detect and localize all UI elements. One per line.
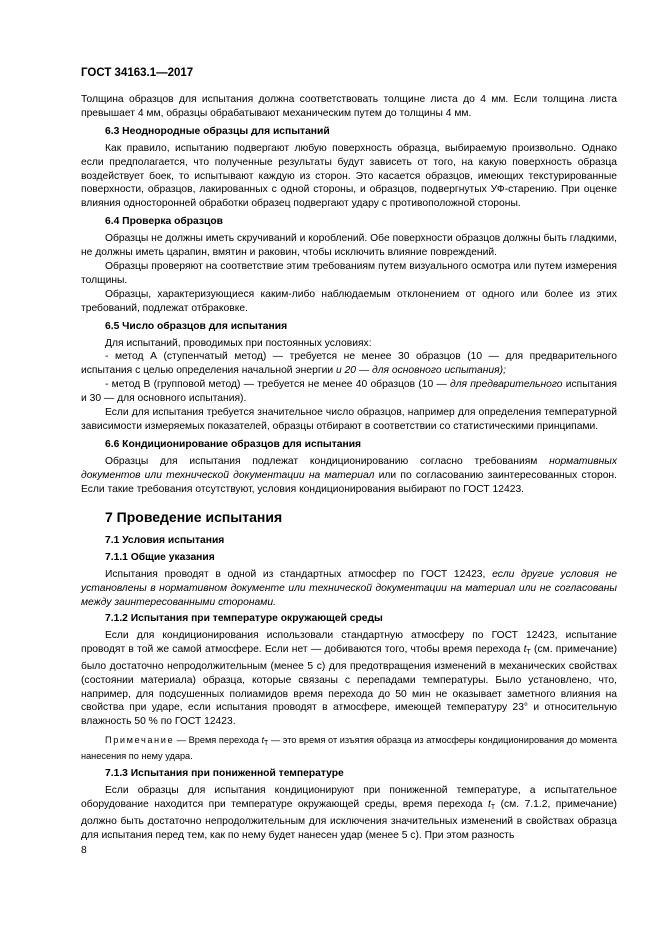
section-6-5-paragraph-4: Если для испытания требуется значительное число образцов, например для определения температурной зависимости измеряемых показателей, образцы отбирают в соответствии со статистическими принципами. (81, 407, 617, 432)
section-6-5-paragraph-1: Для испытаний, проводимых при постоянных условиях: (105, 337, 372, 349)
method-b-italic: для предварительного (450, 379, 563, 391)
method-a-italic: и 20 — для основного испытания); (335, 365, 506, 377)
s713-time-subscript: T (490, 804, 496, 812)
section-6-4-paragraph-3: Образцы, характеризующиеся каким-либо наблюдаемым отклонением от одного или более из этих требований, подлежат отбраковке. (81, 288, 617, 314)
transition-time-symbol: t (523, 643, 527, 655)
s713-time-symbol: t (488, 799, 491, 811)
note-label: Примечание (105, 735, 175, 746)
section-7-1-3-heading: 7.1.3 Испытания при пониженной температуре (105, 768, 344, 780)
method-b-text: - метод В (групповой метод) — требуется не менее 40 образцов (10 — (105, 379, 450, 391)
note-text-a: — Время перехода (174, 735, 262, 746)
section-7-1-3-paragraph (81, 784, 617, 843)
s66-italic: нормативных документов или технической документации на материал (81, 455, 617, 481)
section-7-1-2-heading: 7.1.2 Испытания при температуре окружающей среды (105, 613, 383, 624)
section-6-5-method-a (81, 350, 617, 378)
section-6-6-heading: 6.6 Кондиционирование образцов для испытания (105, 438, 362, 450)
section-6-4-paragraph-1: Образцы не должны иметь скручиваний и короблений. Обе поверхности образцов должны быть гладкими, не должны иметь царапин, вмятин и раковин, чтобы исключить влияние повреждений. (81, 233, 617, 259)
section-6-5-method-b (81, 378, 617, 406)
s713-text-b: (см. 7.1.2, примечание) должно быть достаточно непродолжительным для исключения значительных изменений в свойствах образца для испытания перед тем, как по нему будет нанесен удар (менее 5 с). При этом разность (81, 799, 617, 841)
section-6-3-paragraph: Как правило, испытанию подвергают любую поверхность образца, выбираемую произвольно. Однако если предполагается, что полученные результаты будут зависеть от того, на какую поверхность образца воздействует боек, то испытывают каждую из сторон. Это касается образцов, имеющих текстурированные поверхности, образцов, лакированных с одной стороны, и образцов, подвергнутых УФ-старению. При оценке влияния односторонней обработки образец подвергают удару с противоположной стороны. (81, 142, 617, 210)
section-6-4-heading: 6.4 Проверка образцов (105, 216, 223, 228)
section-7-1-1-heading: 7.1.1 Общие указания (105, 552, 215, 564)
section-6-3-heading: 6.3 Неоднородные образцы для испытаний (105, 125, 330, 137)
section-6-6-paragraph (81, 455, 617, 497)
section-7-heading: 7 Проведение испытания (105, 509, 283, 526)
section-7-1-1-paragraph (81, 568, 617, 610)
transition-time-subscript: T (526, 648, 531, 656)
section-6-4-paragraph-2: Образцы проверяют на соответствие этим требованиям путем визуального осмотра или путем измерения толщины. (81, 260, 617, 286)
page-number: 8 (81, 845, 87, 856)
s66-text-a: Образцы для испытания подлежат кондиционированию согласно требованиям (105, 455, 550, 467)
note-paragraph (81, 734, 617, 763)
section-7-1-2-paragraph (81, 629, 617, 729)
note-time-subscript: T (264, 740, 269, 748)
s712-text-b: (см. примечание) было достаточно непродолжительным (менее 5 с) для предотвращения изменений в механических свойствах (состоянии материала) образца, которые связаны с перепадами температуры. Было установлено, что, например, для подсушенных полиамидов время перехода до 50 мин не оказывает заметного влияния на свойства при ударе, если испытания проводят в атмосфере, имеющей температуру 23° и относительную влажность 50 % по ГОСТ 12423. (81, 643, 617, 728)
method-b-text-end: испытания и 30 — для основного испытания). (81, 379, 617, 405)
s713-text-a: Если образцы для испытания кондиционируют при пониженной температуре, а испытательное оборудование находится при температуре окружающей среды, время перехода (81, 785, 617, 811)
intro-paragraph: Толщина образцов для испытания должна соответствовать толщине листа до 4 мм. Если толщина листа превышает 4 мм, образцы обрабатывают механическим путем до толщины 4 мм. (81, 94, 617, 119)
note-time-symbol: t (261, 735, 265, 746)
note-text-b: — это время от изъятия образца из атмосферы кондиционирования до момента нанесения по нему удара. (81, 735, 617, 762)
method-a-text: - метод А (ступенчатый метод) — требуется не менее 30 образцов (10 — для предварительного испытания с целью определения начальной энергии (81, 351, 617, 377)
section-7-1-heading: 7.1 Условия испытания (105, 535, 225, 547)
s711-text: Испытания проводят в одной из стандартных атмосфер по ГОСТ 12423, (105, 569, 493, 581)
s712-text-a: Если для кондиционирования использовали стандартную атмосферу по ГОСТ 12423, испытание проводят в той же самой атмосфере. Если нет — добиваются того, чтобы время перехода (81, 629, 617, 655)
document-title: ГОСТ 34163.1—2017 (81, 67, 194, 79)
s66-text-c: или по согласованию заинтересованных сторон. Если такие требования отсутствуют, условия кондиционирования выбирают по ГОСТ 12423. (81, 469, 617, 495)
s711-italic: если другие условия не установлены в нормативном документе или технической документации на материал или не согласованы между заинтересованными сторонами. (81, 569, 617, 609)
section-6-5-heading: 6.5 Число образцов для испытания (105, 320, 288, 332)
